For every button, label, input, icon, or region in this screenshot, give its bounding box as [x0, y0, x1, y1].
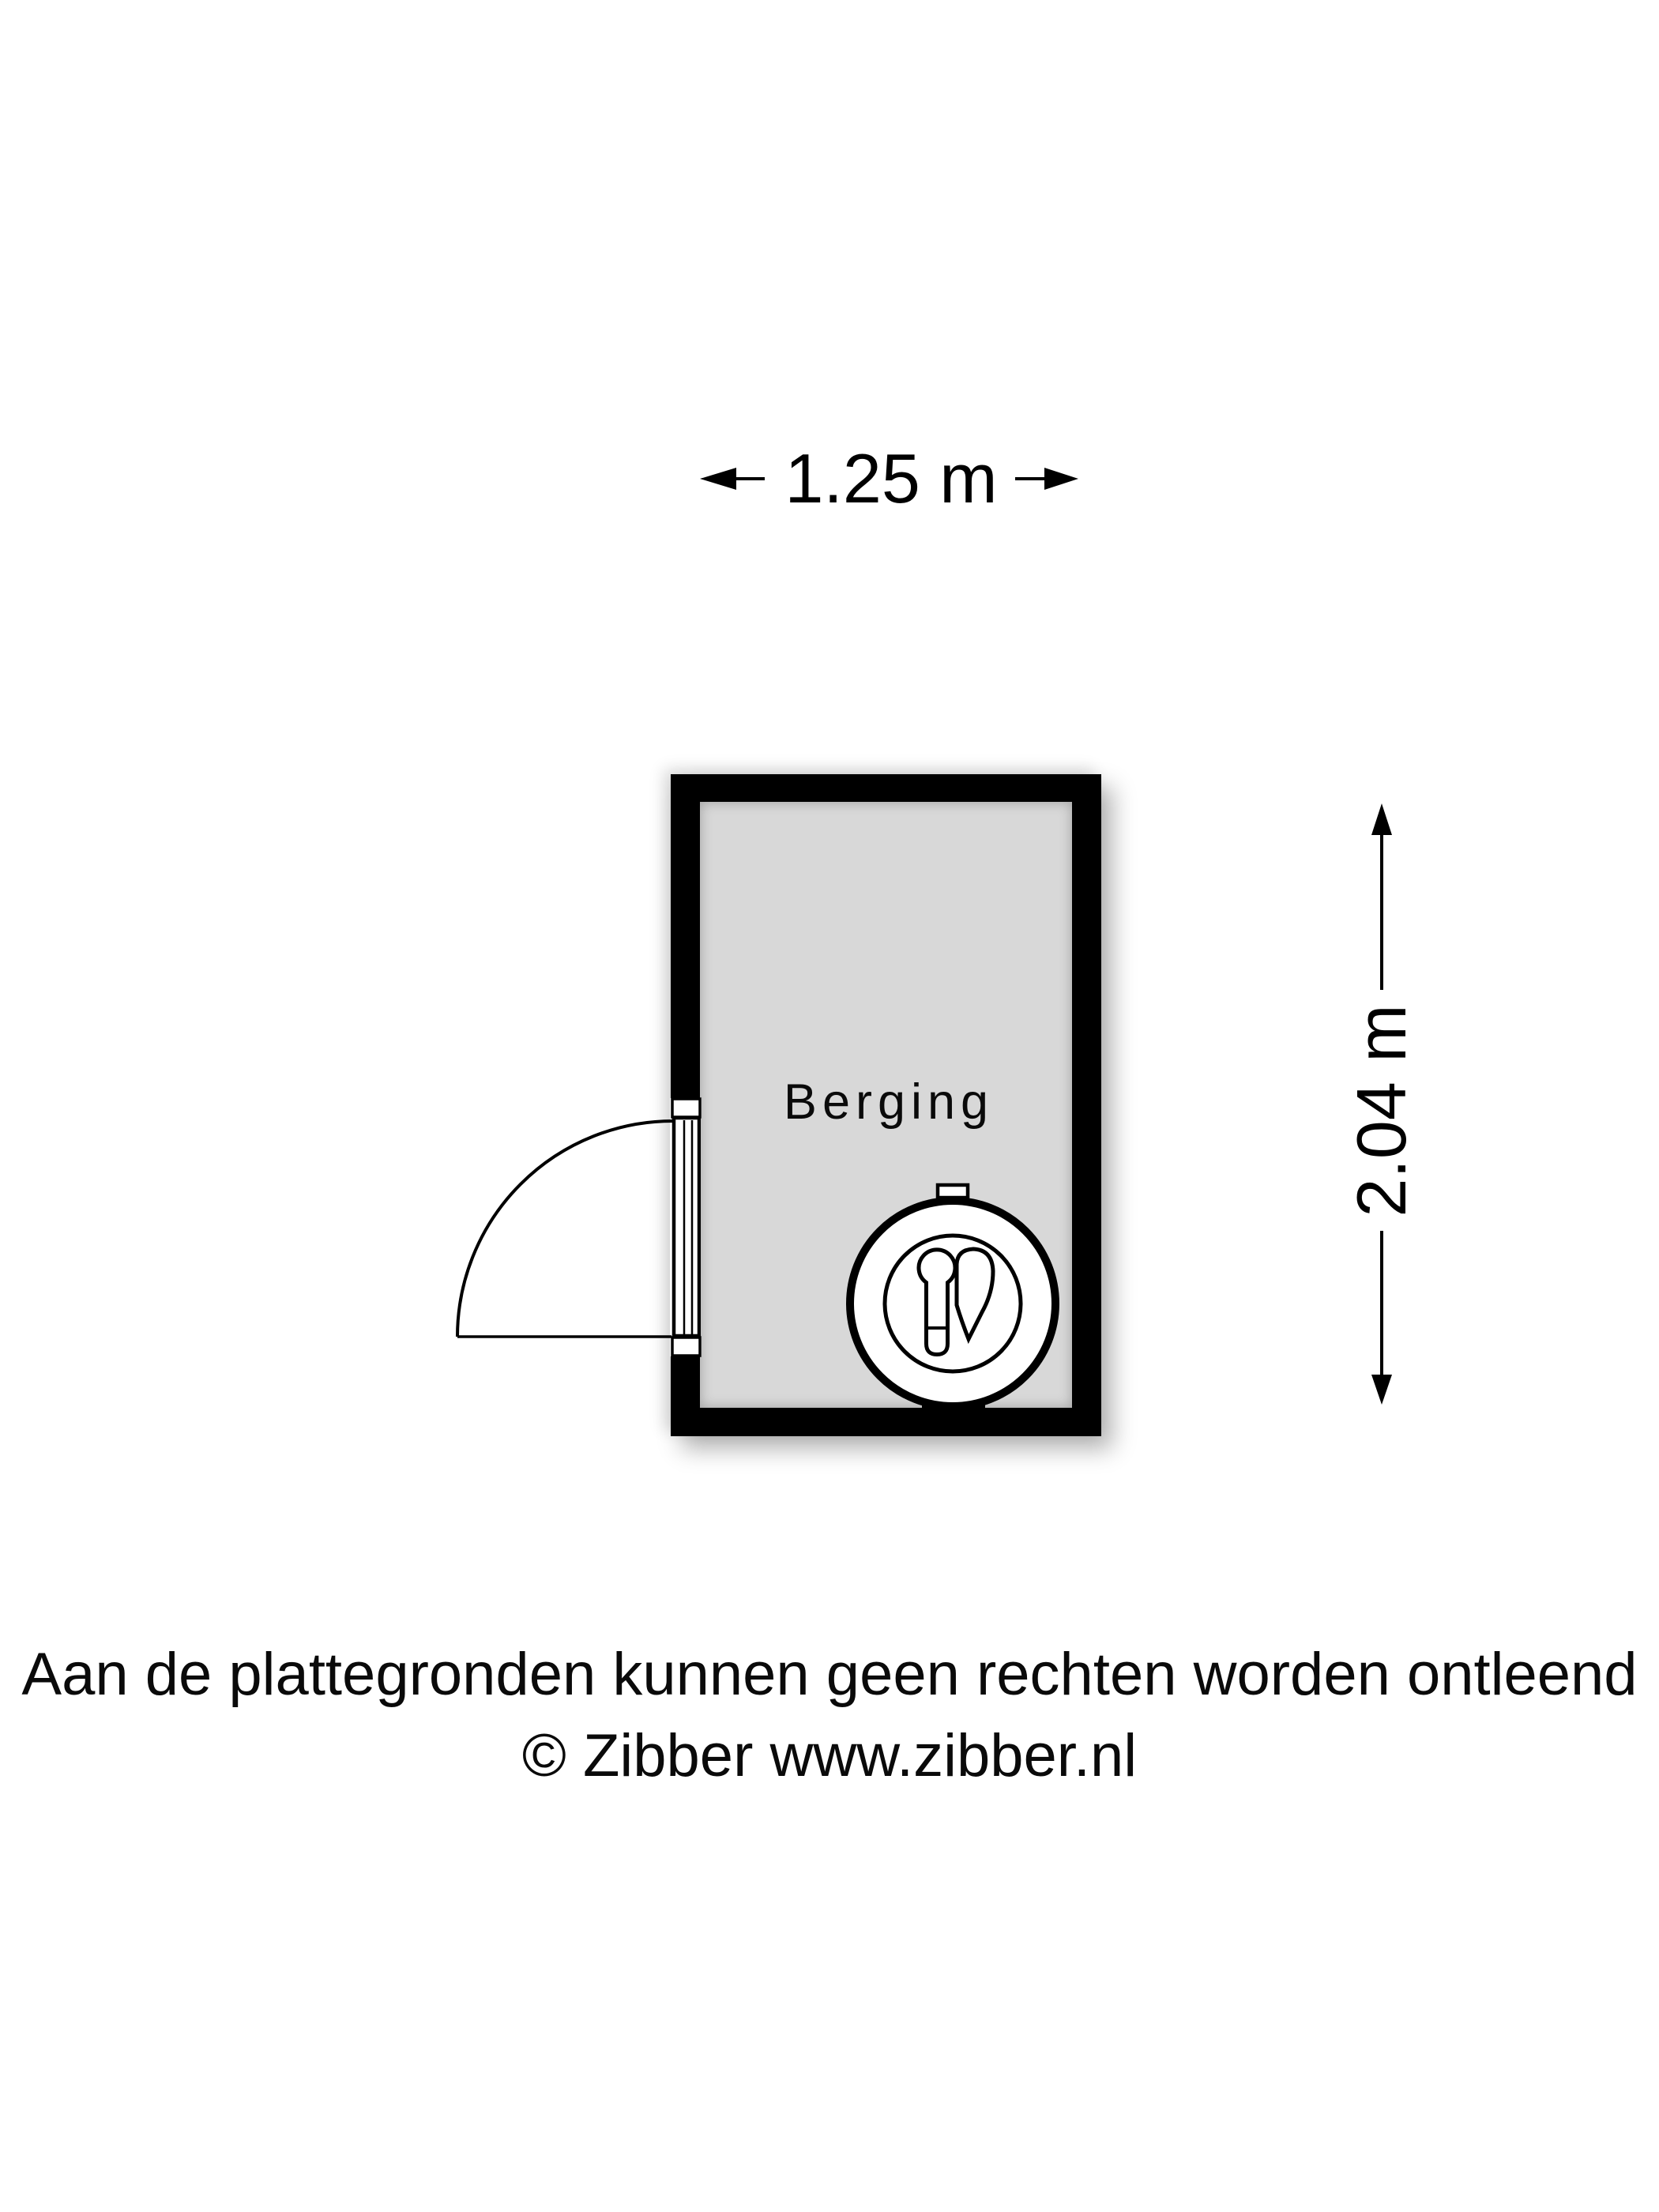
door-swing-arc: [457, 1121, 673, 1337]
height-dimension-label: 2.04 m: [1342, 1004, 1420, 1217]
disclaimer-text: Aan de plattegronden kunnen geen rechten worden ontleend: [21, 1641, 1638, 1708]
arrow-right-icon: [1015, 468, 1078, 490]
arrow-left-icon: [700, 468, 765, 490]
door-jamb-bottom: [672, 1337, 700, 1356]
arrow-up-icon: [1371, 803, 1392, 990]
footer: [0, 1634, 1659, 1796]
boiler-top-tab: [938, 1185, 968, 1198]
door: [442, 1094, 711, 1363]
arrow-down-icon: [1371, 1231, 1392, 1405]
door-leaf: [674, 1118, 699, 1336]
door-jamb-top: [672, 1099, 700, 1117]
boiler-icon: [830, 1173, 1082, 1418]
width-dimension-label: 1.25 m: [784, 439, 998, 517]
room-label: Berging: [783, 1074, 995, 1130]
copyright-text: © Zibber www.zibber.nl: [521, 1722, 1138, 1789]
